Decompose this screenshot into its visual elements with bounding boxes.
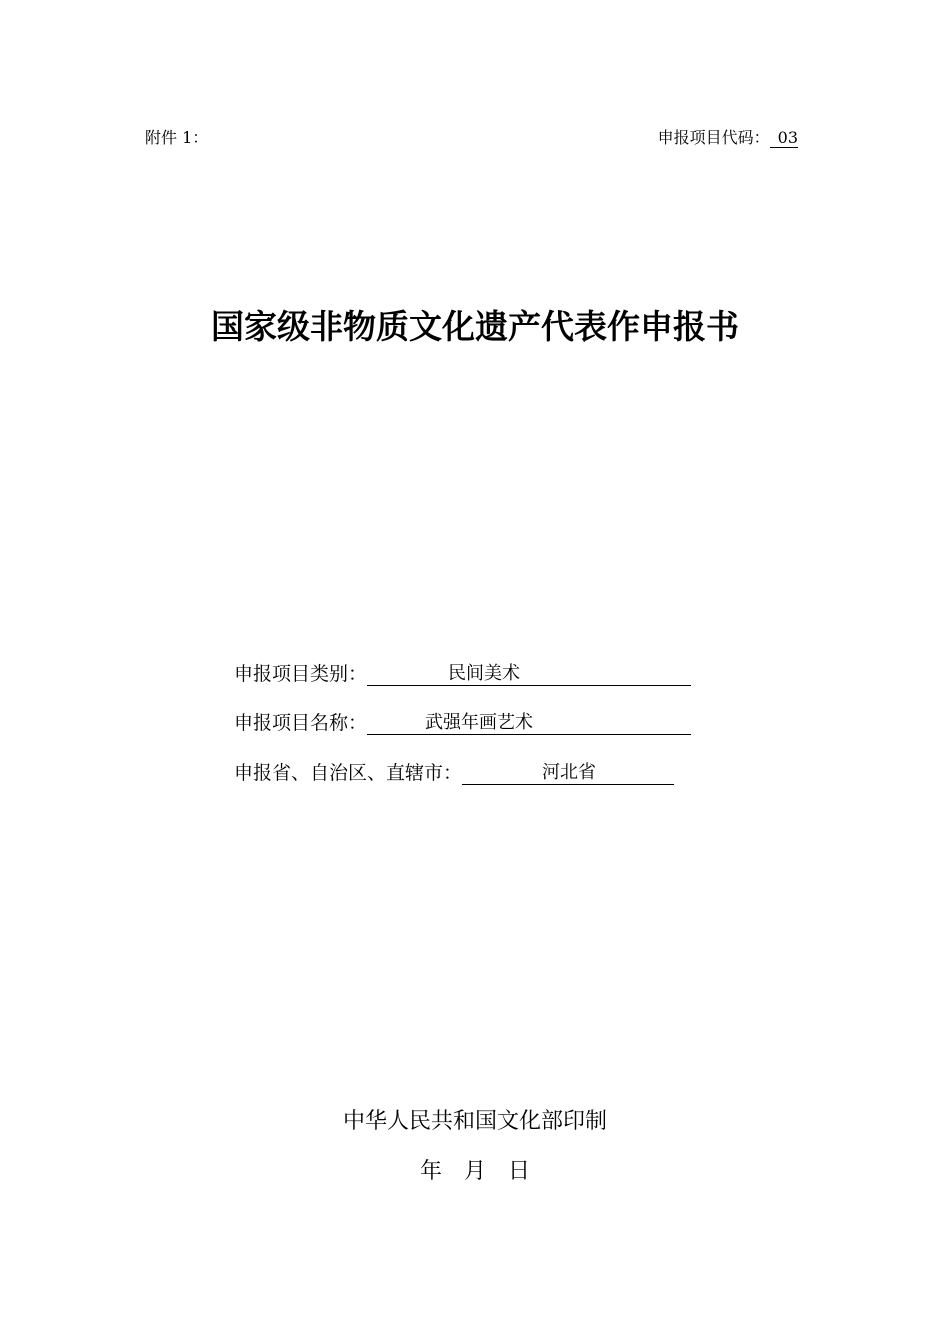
field-project-name-value: 武强年画艺术: [425, 712, 534, 733]
field-project-name: [234, 711, 691, 735]
field-project-name-underline: [367, 712, 691, 735]
date-year: 年: [419, 1159, 442, 1184]
field-province-label: 申报省、自治区、直辖市：: [234, 762, 463, 784]
field-category: [234, 662, 691, 686]
field-province-value: 河北省: [542, 762, 597, 783]
field-category-label: 申报项目类别：: [234, 663, 368, 685]
field-province-underline: [462, 762, 674, 785]
document-title: 国家级非物质文化遗产代表作申报书: [211, 307, 739, 346]
printer-line: 中华人民共和国文化部印制: [342, 1109, 607, 1134]
date-month: 月: [463, 1159, 486, 1184]
field-category-value: 民间美术: [448, 663, 521, 684]
date-day: 日: [508, 1159, 531, 1184]
field-project-name-label: 申报项目名称：: [234, 712, 368, 734]
field-province: [234, 761, 674, 785]
attachment-label: 附件 1：: [145, 128, 209, 147]
project-code-value: 03: [770, 129, 798, 148]
date-line: [0, 1158, 950, 1186]
project-code: [658, 128, 798, 148]
project-code-label: 申报项目代码：: [657, 128, 770, 147]
field-category-underline: [367, 663, 691, 686]
